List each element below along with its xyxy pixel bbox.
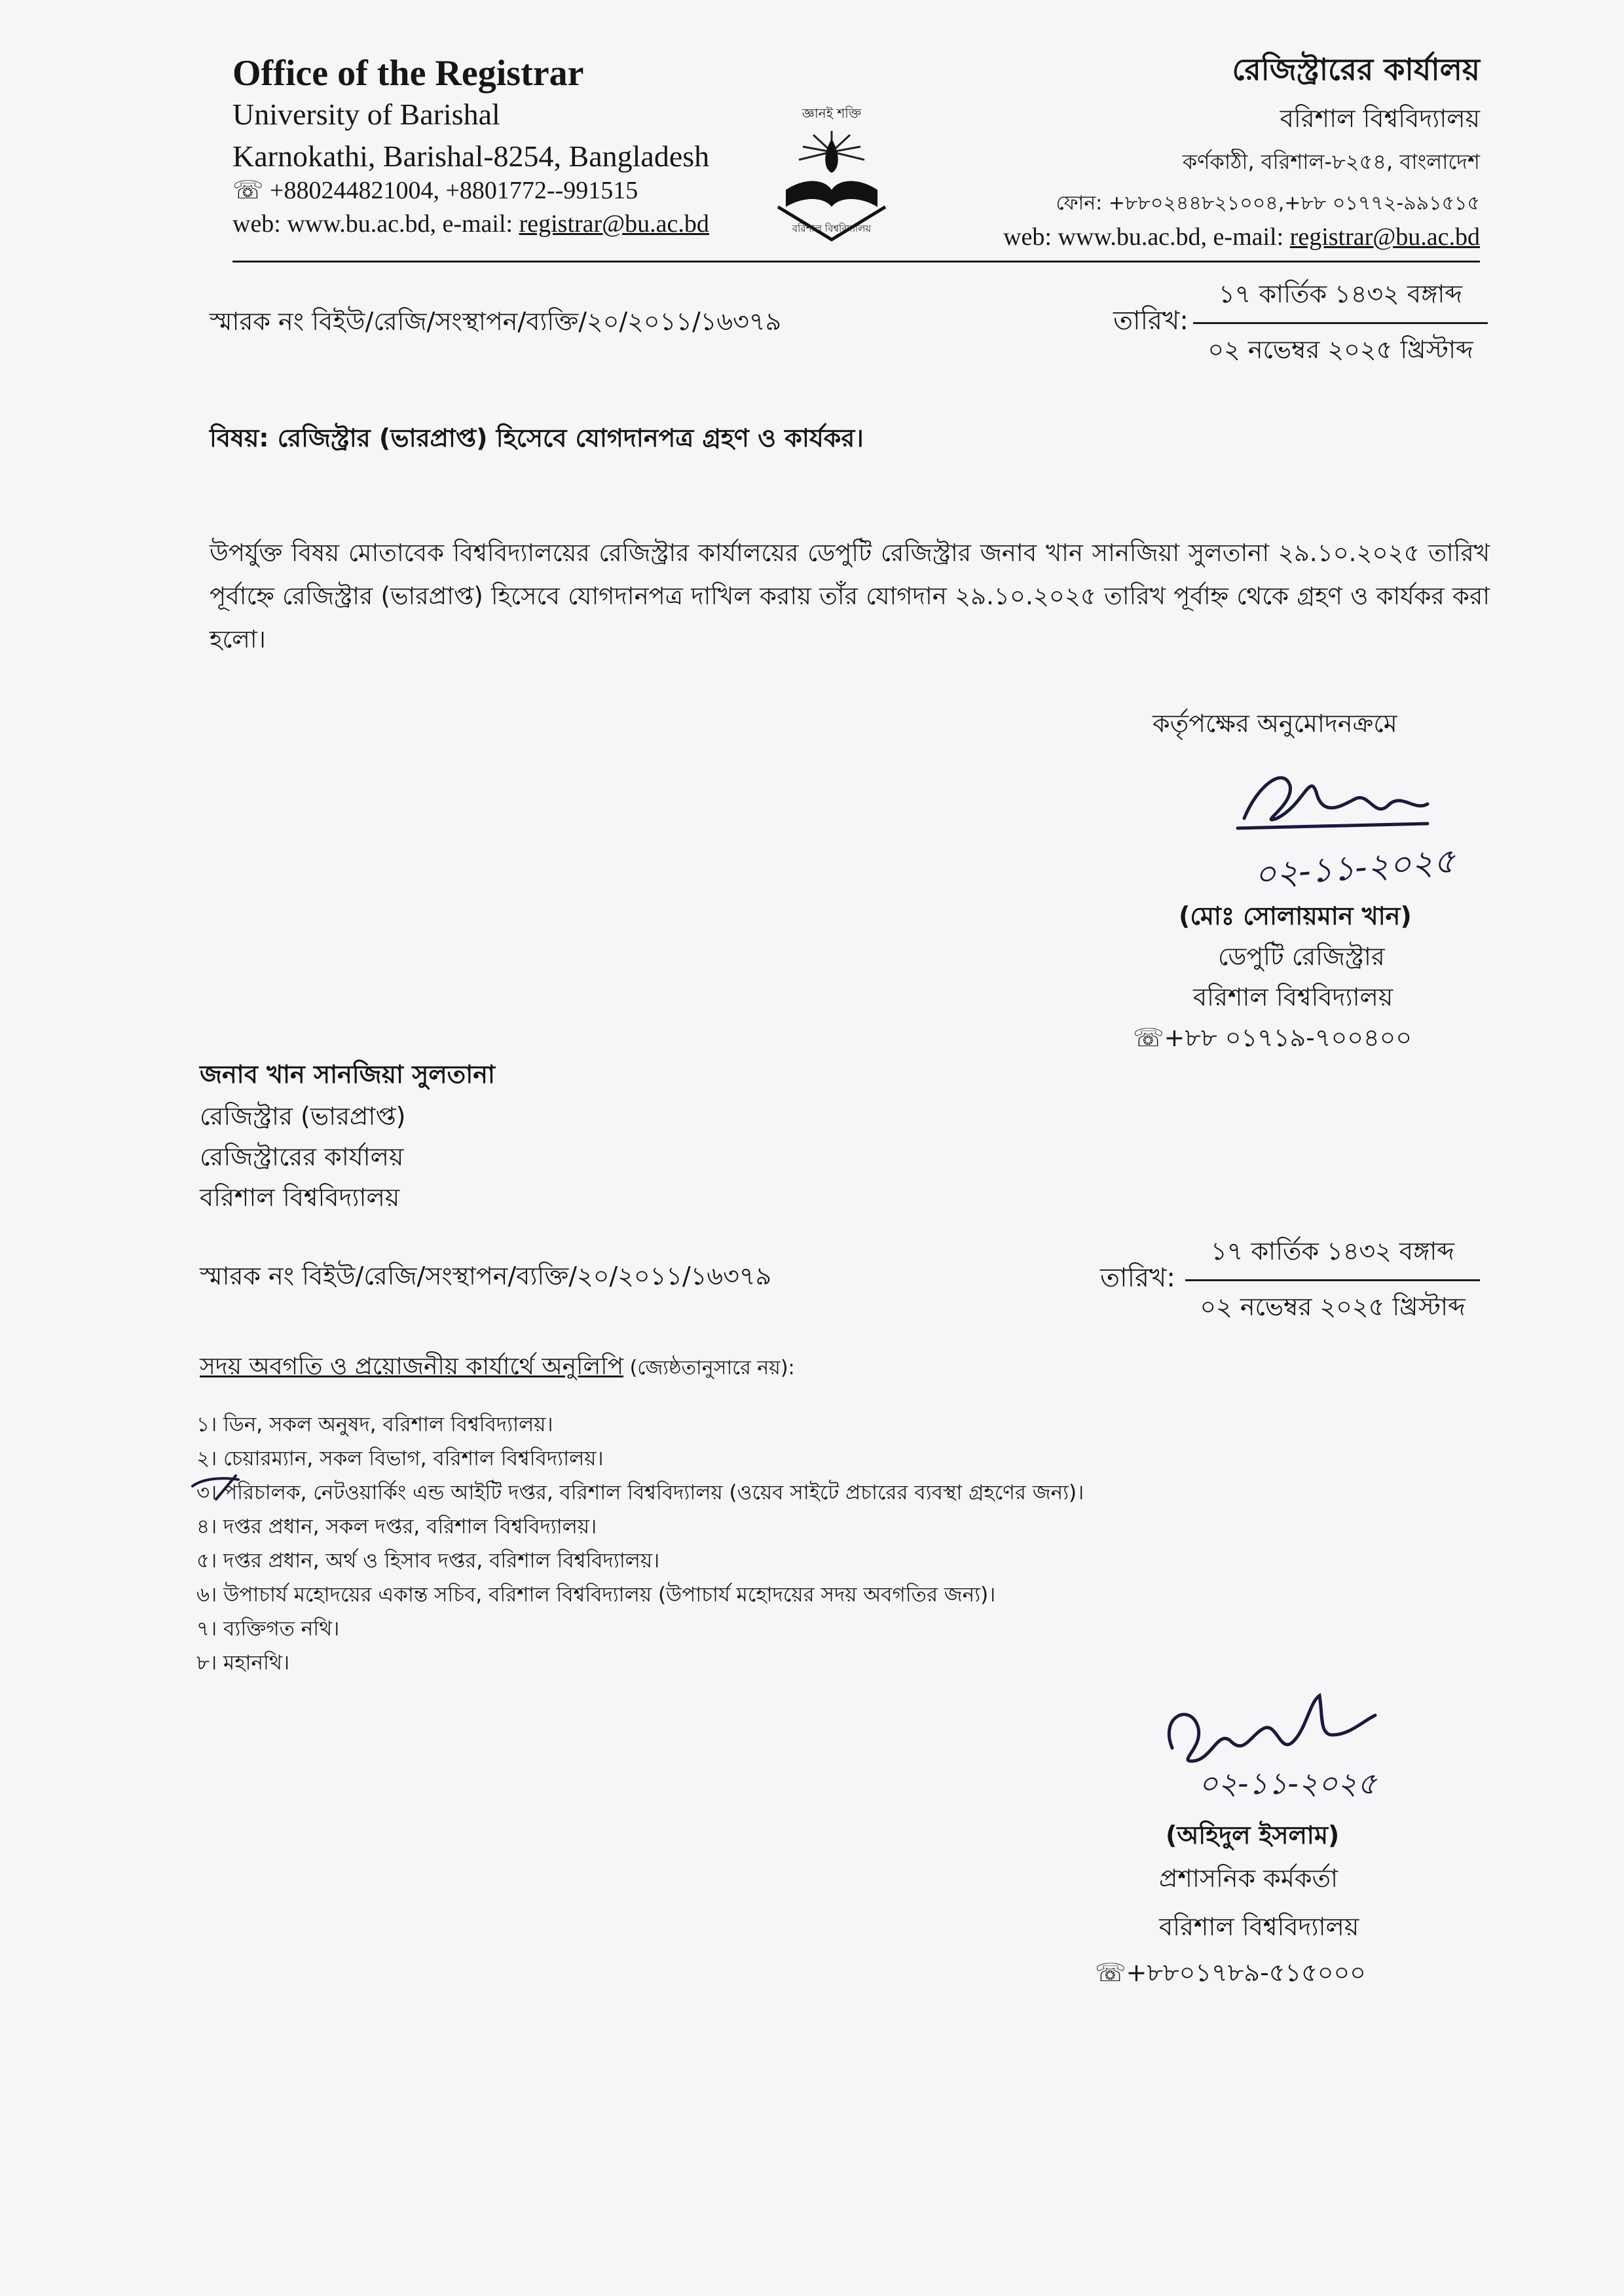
date-label-bottom: তারিখ:	[1100, 1263, 1175, 1293]
email-link-bn[interactable]: registrar@bu.ac.bd	[1289, 223, 1480, 251]
list-item: ৭। ব্যক্তিগত নথি।	[196, 1617, 340, 1641]
list-item: ৬। উপাচার্য মহোদয়ের একান্ত সচিব, বরিশাল বিশ্ববিদ্যালয় (উপাচার্য মহোদয়ের সদয় অবগতির জন্য)।	[196, 1583, 996, 1607]
university-name-bn: বরিশাল বিশ্ববিদ্যালয়	[1280, 104, 1480, 133]
memo-number-bottom: স্মারক নং বিইউ/রেজি/সংস্থাপন/ব্যক্তি/২০/২০১১/১৬৩৭৯	[200, 1262, 772, 1290]
phone-en-line	[232, 175, 638, 205]
recipient-org: বরিশাল বিশ্ববিদ্যালয়	[200, 1183, 400, 1212]
logo-motto: জ্ঞানই শক্তি	[802, 105, 862, 121]
signatory-1-name: (মোঃ সোলায়মান খান)	[1179, 902, 1412, 930]
signatory-2-org: বরিশাল বিশ্ববিদ্যালয়	[1159, 1912, 1359, 1941]
logo-ring-text: বরিশাল বিশ্ববিদ্যালয়	[792, 223, 872, 234]
list-item: ৫। দপ্তর প্রধান, অর্থ ও হিসাব দপ্তর, বরিশাল বিশ্ববিদ্যালয়।	[196, 1549, 660, 1573]
phone-icon: ☏	[1095, 1958, 1126, 1987]
phone-icon: ☏	[1133, 1023, 1164, 1052]
copy-list	[196, 1408, 1084, 1680]
date-english-top: ০২ নভেম্বর ২০২৫ খ্রিস্টাব্দ	[1208, 335, 1473, 364]
tick-mark	[190, 1473, 242, 1506]
list-item: ৩। পরিচালক, নেটওয়ার্কিং এন্ড আইটি দপ্তর, বরিশাল বিশ্ববিদ্যালয় (ওয়েব সাইটে প্রচারের ব্যবস্থা গ্রহণের জন্য)।	[196, 1481, 1084, 1504]
date-bangla-bottom: ১৭ কার্তিক ১৪৩২ বঙ্গাব্দ	[1185, 1232, 1480, 1281]
body-paragraph: উপর্যুক্ত বিষয় মোতাবেক বিশ্ববিদ্যালয়ের রেজিস্ট্রার কার্যালয়ের ডেপুটি রেজিস্ট্রার জনাব খান সানজিয়া সুলতানা ২৯.১০.২০২৫ তারিখ পূর্বাহ্নে রেজিস্ট্রার (ভারপ্রাপ্ত) হিসেবে যোগদানপত্র দাখিল করায় তাঁর যোগদান ২৯.১০.২০২৫ তারিখ পূর্বাহ্ন থেকে গ্রহণ ও কার্যকর করা হলো।	[210, 539, 1490, 653]
date-bangla-top: ১৭ কার্তিক ১৪৩২ বঙ্গাব্দ	[1193, 275, 1488, 324]
date-english-bottom: ০২ নভেম্বর ২০২৫ খ্রিস্টাব্দ	[1200, 1292, 1466, 1321]
office-title-en: Office of the Registrar	[232, 53, 584, 94]
phone-en: +880244821004, +8801772--991515	[270, 177, 638, 204]
address-en: Karnokathi, Barishal-8254, Bangladesh	[232, 139, 710, 173]
signature-2-date: ০২-১১-২০২৫	[1198, 1766, 1377, 1801]
office-title-bn: রেজিস্ট্রারের কার্যালয়	[1232, 52, 1480, 87]
web-prefix-bn: web: www.bu.ac.bd, e-mail:	[1003, 223, 1290, 251]
header-divider	[232, 261, 1480, 263]
recipient-designation: রেজিস্ট্রার (ভারপ্রাপ্ত)	[200, 1102, 406, 1131]
approval-note: কর্তৃপক্ষের অনুমোদনক্রমে	[1153, 709, 1397, 738]
signatory-2-phone: +৮৮০১৭৮৯-৫১৫০০০	[1126, 1958, 1366, 1987]
signatory-2-phone-line	[1095, 1954, 1366, 1995]
signatory-2-name: (অহিদুল ইসলাম)	[1166, 1821, 1340, 1850]
copy-heading-note: (জ্যেষ্ঠতানুসারে নয়):	[623, 1357, 795, 1379]
copy-heading: সদয় অবগতি ও প্রয়োজনীয় কার্যার্থে অনুলিপি	[200, 1353, 624, 1380]
list-item: ৪। দপ্তর প্রধান, সকল দপ্তর, বরিশাল বিশ্ববিদ্যালয়।	[196, 1515, 597, 1539]
signature-1-date: ০২-১১-২০২৫	[1253, 841, 1457, 895]
signatory-1-phone-line	[1133, 1019, 1412, 1061]
signature-1	[1231, 746, 1506, 851]
list-item: ৮। মহানথি।	[196, 1651, 290, 1675]
phone-icon: ☏	[232, 177, 270, 204]
recipient-office: রেজিস্ট্রারের কার্যালয়	[200, 1142, 404, 1171]
date-label-top: তারিখ:	[1113, 306, 1189, 336]
university-name-en: University of Barishal	[232, 98, 500, 131]
phone-bn: ফোন: +৮৮০২৪৪৮২১০০৪,+৮৮ ০১৭৭২-৯৯১৫১৫	[1056, 192, 1480, 215]
date-block-bottom	[1185, 1232, 1480, 1330]
web-email-bn	[1003, 223, 1480, 251]
web-prefix-en: web: www.bu.ac.bd, e-mail:	[232, 210, 519, 238]
copy-heading-line	[200, 1349, 795, 1388]
email-link-en[interactable]: registrar@bu.ac.bd	[519, 210, 709, 238]
recipient-name: জনাব খান সানজিয়া সুলতানা	[200, 1060, 495, 1089]
date-block-top	[1193, 275, 1488, 373]
memo-number-top: স্মারক নং বিইউ/রেজি/সংস্থাপন/ব্যক্তি/২০/২০১১/১৬৩৭৯	[210, 307, 782, 336]
list-item: ২। চেয়ারম্যান, সকল বিভাগ, বরিশাল বিশ্ববিদ্যালয়।	[196, 1447, 604, 1470]
signatory-2-title: প্রশাসনিক কর্মকর্তা	[1159, 1864, 1338, 1893]
address-bn: কর্ণকাঠী, বরিশাল-৮২৫৪, বাংলাদেশ	[1182, 149, 1480, 174]
subject-line: বিষয়: রেজিস্ট্রার (ভারপ্রাপ্ত) হিসেবে যোগদানপত্র গ্রহণ ও কার্যকর।	[210, 424, 864, 452]
web-email-en	[232, 210, 709, 238]
signatory-1-org: বরিশাল বিশ্ববিদ্যালয়	[1193, 983, 1393, 1011]
university-logo	[760, 92, 904, 249]
list-item: ১। ডিন, সকল অনুষদ, বরিশাল বিশ্ববিদ্যালয়।	[196, 1413, 553, 1436]
signatory-1-title: ডেপুটি রেজিস্ট্রার	[1218, 942, 1385, 971]
signatory-1-phone: +৮৮ ০১৭১৯-৭০০৪০০	[1164, 1023, 1412, 1052]
